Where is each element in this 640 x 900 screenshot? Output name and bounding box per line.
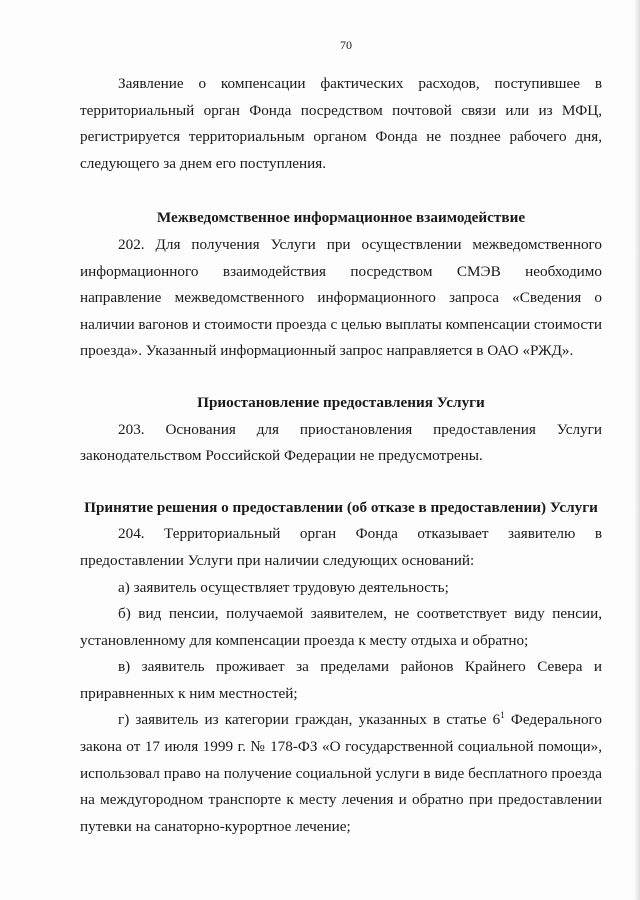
superscript-article-index: 1 — [500, 710, 505, 721]
list-item-g — [80, 707, 602, 840]
scan-shadow-edge — [634, 0, 640, 900]
spacer — [80, 470, 602, 495]
heading-suspension: Приостановление предоставления Услуги — [197, 393, 485, 411]
list-item-v: в) заявитель проживает за пределами районов Крайнего Севера и приравненных к ним местностей; — [80, 658, 602, 702]
spacer — [80, 365, 602, 390]
paragraph-203: 203. Основания для приостановления предоставления Услуги законодательством Российской Федерации не предусмотрены. — [80, 420, 602, 465]
list-item-g-text-start: г) заявитель из категории граждан, указанных в статье 6 — [118, 711, 501, 729]
spacer — [80, 177, 602, 205]
refusal-grounds-list — [80, 575, 602, 841]
heading-interagency-interaction: Межведомственное информационное взаимодействие — [156, 209, 526, 227]
heading-decision: Принятие решения о предоставлении (об отказе в предоставлении) Услуги — [84, 498, 598, 516]
paragraph-204: 204. Территориальный орган Фонда отказывает заявителю в предоставлении Услуги при наличии следующих оснований: — [80, 525, 602, 569]
list-item-g-text-end: Федерального закона от 17 июля 1999 г. № 178-ФЗ «О государственной социальной помощи», использовал право на получение социальной услуги в виде бесплатного проезда на междугородном транспорте к месту лечения и обратно при предоставлении путевки на санаторно-курортное лечение; — [80, 711, 602, 835]
list-item-a: а) заявитель осуществляет трудовую деятельность; — [118, 578, 449, 596]
paragraph-202: 202. Для получения Услуги при осуществлении межведомственного информационного взаимодействия посредством СМЭВ необходимо направление межведомственного информационного запроса «Сведения о наличии вагонов и стоимости проезда с целью выплаты компенсации стоимости проезда». Указанный информационный запрос направляется в ОАО «РЖД». — [80, 235, 602, 360]
paragraph-application-registration: Заявление о компенсации фактических расходов, поступившее в территориальный орган Фонда посредством почтовой связи или из МФЦ, регистрируется территориальным органом Фонда не позднее рабочего дня, следующего за днем его поступления. — [80, 75, 602, 172]
list-item-b: б) вид пенсии, получаемой заявителем, не соответствует виду пенсии, установленному для компенсации проезда к месту отдыха и обратно; — [80, 605, 602, 649]
page-number: 70 — [340, 38, 352, 52]
